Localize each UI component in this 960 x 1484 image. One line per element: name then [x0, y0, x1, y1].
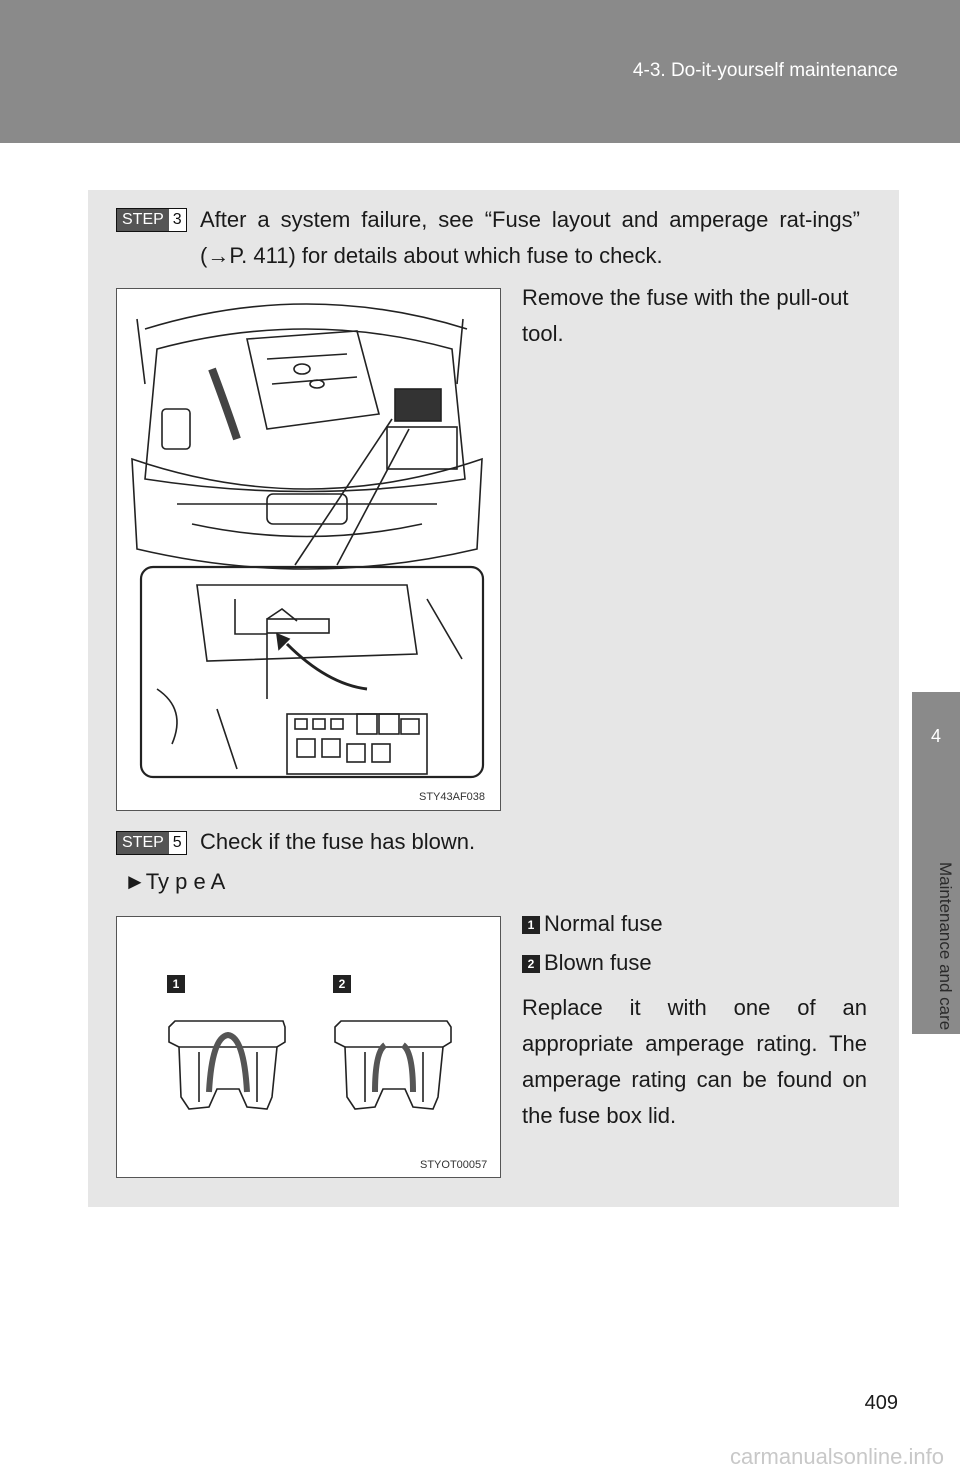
chapter-label: Maintenance and care — [936, 861, 955, 1031]
step-3-badge: STEP 3 — [116, 208, 187, 232]
watermark: carmanualsonline.info — [729, 1444, 944, 1469]
step-5-badge: STEP 5 — [116, 831, 187, 855]
legend-blown-fuse: 2 Blown fuse — [522, 948, 652, 978]
section-title: 4-3. Do-it-yourself maintenance — [632, 60, 898, 81]
engine-bay-illustration — [117, 289, 500, 810]
legend-normal-fuse: 1 Normal fuse — [522, 909, 663, 939]
replace-note: Replace it with one of an appropriate amperage rating. The amperage rating can be found on the fuse box lid. — [522, 995, 867, 1128]
page-number: 409 — [864, 1392, 898, 1414]
fuse-illustration — [117, 917, 500, 1177]
chapter-number: 4 — [930, 726, 941, 746]
callout-1: 1 — [167, 975, 185, 993]
figure-code: STY43AF038 — [419, 791, 486, 803]
fuse-figure — [116, 916, 501, 1178]
step-3-text: After a system failure, see “Fuse layout and amperage rat-ings” (→P. 411) for details about which fuse to check. — [200, 207, 860, 268]
fuse-figure-code: STYOT00057 — [420, 1159, 488, 1171]
page-header — [0, 0, 960, 143]
engine-bay-figure — [116, 288, 501, 811]
callout-2: 2 — [333, 975, 351, 993]
step-5-text: Check if the fuse has blown. — [200, 829, 476, 854]
type-a-label: ►Ty p e A — [124, 869, 226, 894]
step-4-text: Remove the fuse with the pull-out tool. — [522, 285, 849, 346]
